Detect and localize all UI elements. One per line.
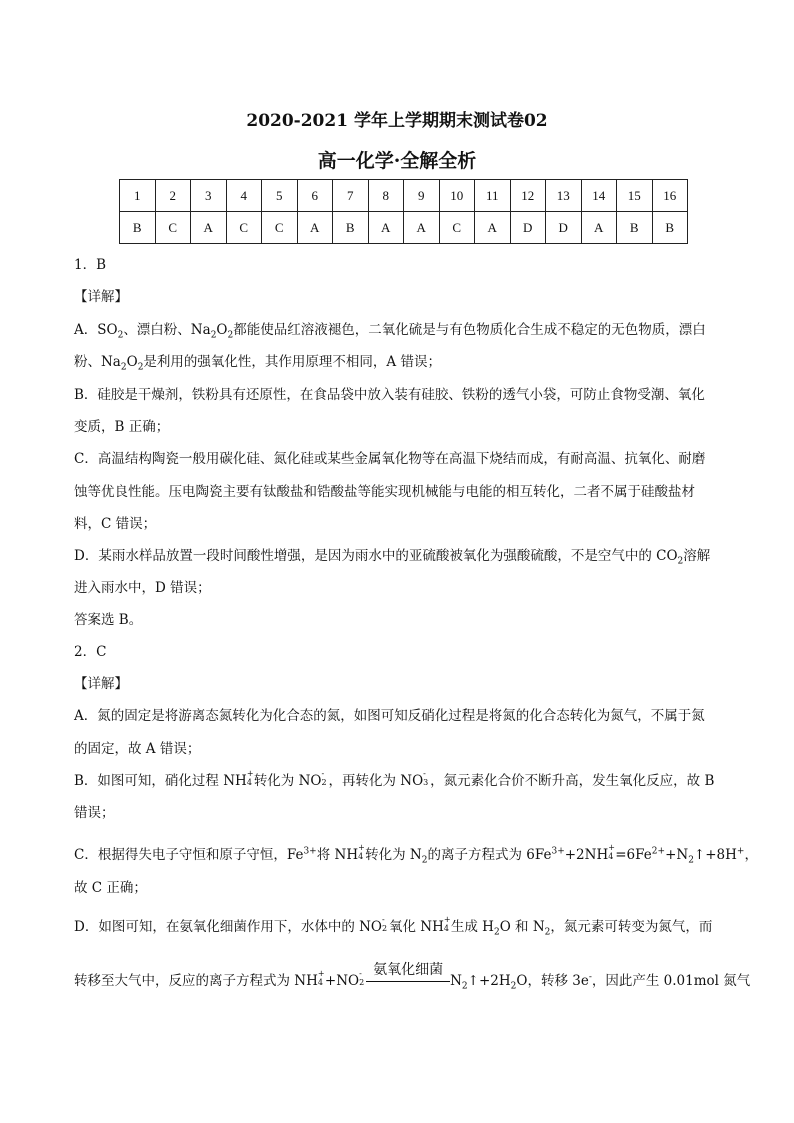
- q1-option-c-line2: 蚀等优良性能。压电陶瓷主要有钛酸盐和锆酸盐等能实现机械能与电能的相互转化，二者不属于硅酸盐材: [74, 484, 695, 500]
- table-cell: 5: [262, 180, 298, 212]
- table-cell: 2: [155, 180, 191, 212]
- q2-option-d-line1: D．如图可知，在氨氧化细菌作用下，水体中的 NO - 2 氧化 NH + 4 生成 $H_2O$ 和 $N_2$，氮元素可转变为氮气，而: [74, 915, 713, 938]
- table-cell: 10: [439, 180, 475, 212]
- table-cell: 4: [226, 180, 262, 212]
- table-cell: B: [617, 212, 653, 244]
- table-cell: B: [333, 212, 369, 244]
- q1-detail-label: 【详解】: [74, 289, 128, 305]
- table-cell: C: [439, 212, 475, 244]
- page-subtitle: 高一化学·全解全析: [317, 150, 477, 172]
- table-cell: 11: [475, 180, 511, 212]
- table-cell: D: [546, 212, 582, 244]
- reaction-condition-label: 氨氧化细菌: [373, 961, 444, 978]
- table-cell: 8: [368, 180, 404, 212]
- q1-option-d-line1: D．某雨水样品放置一段时间酸性增强，是因为雨水中的亚硫酸被氧化为强酸硫酸，不是空气中的 $CO_2$溶解: [74, 548, 711, 567]
- table-cell: 1: [120, 180, 156, 212]
- table-cell: 6: [297, 180, 333, 212]
- table-cell: C: [262, 212, 298, 244]
- answer-table-answer-row: [120, 212, 688, 244]
- q2-option-a-line1: A．氮的固定是将游离态氮转化为化合态的氮，如图可知反硝化过程是将氮的化合态转化为氮气，不属于氮: [74, 708, 705, 724]
- table-cell: 15: [617, 180, 653, 212]
- q2-heading: 2．C: [74, 644, 107, 660]
- table-cell: A: [581, 212, 617, 244]
- table-cell: A: [191, 212, 227, 244]
- table-cell: 13: [546, 180, 582, 212]
- q1-option-b-line2: 变质，B 正确；: [74, 419, 170, 435]
- q1-option-a-line1: A．$SO_2$、漂白粉、$Na_2O_2$都能使品红溶液褪色，二氧化硫是与有色物质化合生成不稳定的无色物质，漂白: [74, 322, 706, 341]
- q1-option-d-line2: 进入雨水中，D 错误；: [74, 580, 211, 596]
- q2-option-a-line2: 的固定，故 A 错误；: [74, 741, 201, 757]
- q1-conclusion: 答案选 B。: [74, 612, 143, 628]
- table-cell: C: [155, 212, 191, 244]
- table-cell: 7: [333, 180, 369, 212]
- table-cell: B: [652, 212, 688, 244]
- q2-option-c-line1: C．根据得失电子守恒和原子守恒，$Fe^{3+}$将 NH + 4 转化为 $N_2$的离子方程式为 $6Fe^{3+}+2NH$ + 4 $=6Fe^{2+}+N_2↑+8H^+$，: [74, 843, 758, 866]
- table-cell: C: [226, 212, 262, 244]
- page-title: 2020-2021 学年上学期期末测试卷02: [246, 111, 548, 131]
- answer-table: [119, 179, 688, 244]
- q2-option-b-line1: B．如图可知，硝化过程 NH + 4 转化为 NO - 2 ，再转化为 NO - 3 ，氮元素化合价不断升高，发生氧化反应，故 B: [74, 769, 715, 789]
- q2-option-d-line2: 转移至大气中，反应的离子方程式为 NH + 4 +NO - 2 氨氧化细菌 $N_2↑+2H_2O$，转移 3e-，因此产生 0.01mol 氮气: [74, 969, 750, 989]
- reaction-condition-arrow: [366, 961, 450, 989]
- table-cell: B: [120, 212, 156, 244]
- q1-heading: 1．B: [74, 257, 107, 273]
- q2-detail-label: 【详解】: [74, 676, 128, 692]
- answer-table-number-row: [120, 180, 688, 212]
- q1-option-c-line3: 料，C 错误；: [74, 516, 157, 532]
- table-cell: 12: [510, 180, 546, 212]
- q2-option-c-line2: 故 C 正确；: [74, 880, 147, 896]
- table-cell: D: [510, 212, 546, 244]
- table-cell: A: [404, 212, 440, 244]
- table-cell: A: [297, 212, 333, 244]
- q1-option-a-line2: 粉、$Na_2O_2$是利用的强氧化性，其作用原理不相同，A 错误；: [74, 354, 441, 373]
- table-cell: 3: [191, 180, 227, 212]
- q2-option-b-line2: 错误；: [74, 805, 115, 821]
- table-cell: A: [368, 212, 404, 244]
- table-cell: 9: [404, 180, 440, 212]
- table-cell: 14: [581, 180, 617, 212]
- table-cell: 16: [652, 180, 688, 212]
- table-cell: A: [475, 212, 511, 244]
- q1-option-c-line1: C．高温结构陶瓷一般用碳化硅、氮化硅或某些金属氧化物等在高温下烧结而成，有耐高温、抗氧化、耐磨: [74, 451, 706, 467]
- q1-option-b-line1: B．硅胶是干燥剂，铁粉具有还原性，在食品袋中放入装有硅胶、铁粉的透气小袋，可防止食物受潮、氧化: [74, 387, 705, 403]
